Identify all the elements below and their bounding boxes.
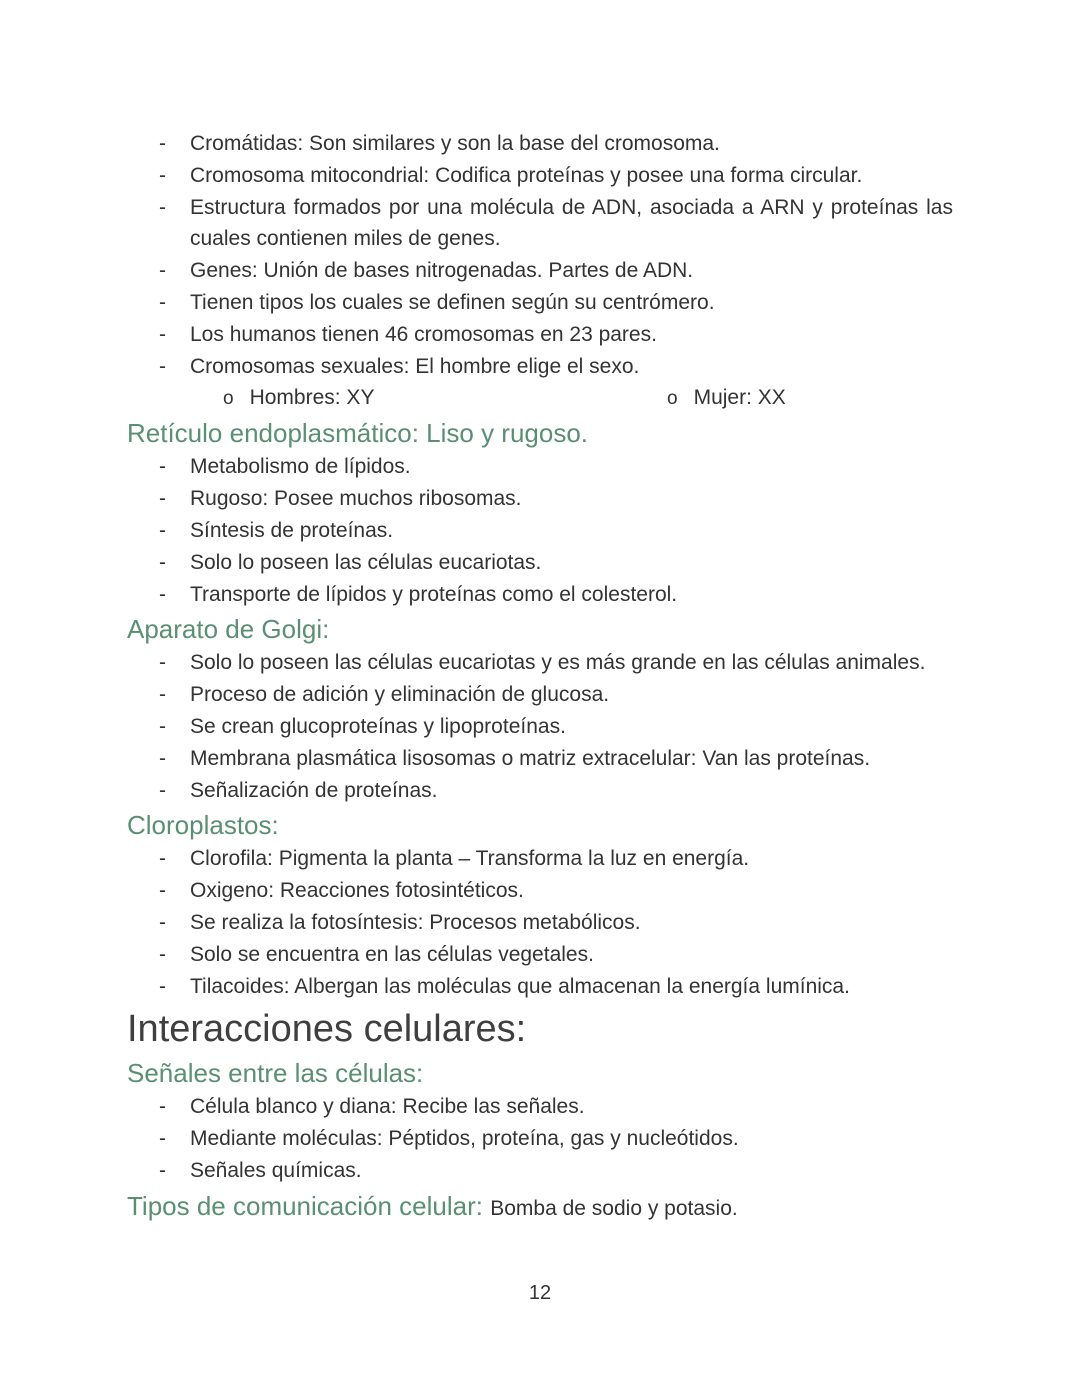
list-item: - Cromátidas: Son similares y son la base del cromosoma. xyxy=(190,128,953,160)
sublist-item-men: o Hombres: XY xyxy=(223,386,375,410)
major-heading-interacciones: Interacciones celulares: xyxy=(127,1008,527,1051)
list-item: - Metabolismo de lípidos. xyxy=(190,451,953,483)
list-item: - Cromosomas sexuales: El hombre elige el sexo. xyxy=(190,351,953,383)
section-heading-comunicacion xyxy=(127,1187,953,1227)
list-item: - Rugoso: Posee muchos ribosomas. xyxy=(190,483,953,515)
list-item: - Estructura formados por una molécula de ADN, asociada a ARN y proteínas las cuales contienen miles de genes. xyxy=(190,192,953,256)
comunicacion-text: Bomba de sodio y potasio. xyxy=(490,1196,738,1220)
list-item: - Señalización de proteínas. xyxy=(190,775,953,807)
chromosome-list xyxy=(127,128,953,382)
page-number: 12 xyxy=(528,1282,552,1304)
list-item: - Proceso de adición y eliminación de glucosa. xyxy=(190,679,953,711)
list-item: - Tilacoides: Albergan las moléculas que almacenan la energía lumínica. xyxy=(190,971,953,1003)
circle-bullet-icon: o xyxy=(667,388,678,410)
sex-chromosome-sublist xyxy=(127,382,953,414)
list-item: - Clorofila: Pigmenta la planta – Transforma la luz en energía. xyxy=(190,843,953,875)
comunicacion-heading-label: Tipos de comunicación celular: xyxy=(127,1190,483,1221)
list-item: - Solo lo poseen las células eucariotas. xyxy=(190,547,953,579)
list-item: - Membrana plasmática lisosomas o matriz extracelular: Van las proteínas. xyxy=(190,743,953,775)
section-heading-reticulo: Retículo endoplasmático: Liso y rugoso. xyxy=(127,418,589,449)
list-item: - Transporte de lípidos y proteínas como el colesterol. xyxy=(190,579,953,611)
list-item: - Señales químicas. xyxy=(190,1155,953,1187)
cloroplastos-list xyxy=(127,843,953,1002)
list-item: - Solo se encuentra en las células vegetales. xyxy=(190,939,953,971)
section-heading-cloroplastos: Cloroplastos: xyxy=(127,810,279,841)
sublist-item-women: o Mujer: XX xyxy=(667,386,786,410)
list-item: - Oxigeno: Reacciones fotosintéticos. xyxy=(190,875,953,907)
list-item: - Los humanos tienen 46 cromosomas en 23 pares. xyxy=(190,319,953,351)
list-item: - Síntesis de proteínas. xyxy=(190,515,953,547)
list-item: - Célula blanco y diana: Recibe las señales. xyxy=(190,1091,953,1123)
list-item: - Genes: Unión de bases nitrogenadas. Partes de ADN. xyxy=(190,255,953,287)
section-heading-senales: Señales entre las células: xyxy=(127,1058,424,1089)
golgi-list xyxy=(127,647,953,806)
page-content xyxy=(127,128,953,1227)
list-item: - Mediante moléculas: Péptidos, proteína, gas y nucleótidos. xyxy=(190,1123,953,1155)
circle-bullet-icon: o xyxy=(223,388,234,410)
list-item: - Tienen tipos los cuales se definen según su centrómero. xyxy=(190,287,953,319)
list-item: - Cromosoma mitocondrial: Codifica proteínas y posee una forma circular. xyxy=(190,160,953,192)
list-item: - Se realiza la fotosíntesis: Procesos metabólicos. xyxy=(190,907,953,939)
reticulo-list xyxy=(127,451,953,610)
section-heading-golgi: Aparato de Golgi: xyxy=(127,614,330,645)
list-item: - Solo lo poseen las células eucariotas y es más grande en las células animales. xyxy=(190,647,953,679)
senales-list xyxy=(127,1091,953,1186)
list-item: - Se crean glucoproteínas y lipoproteínas. xyxy=(190,711,953,743)
